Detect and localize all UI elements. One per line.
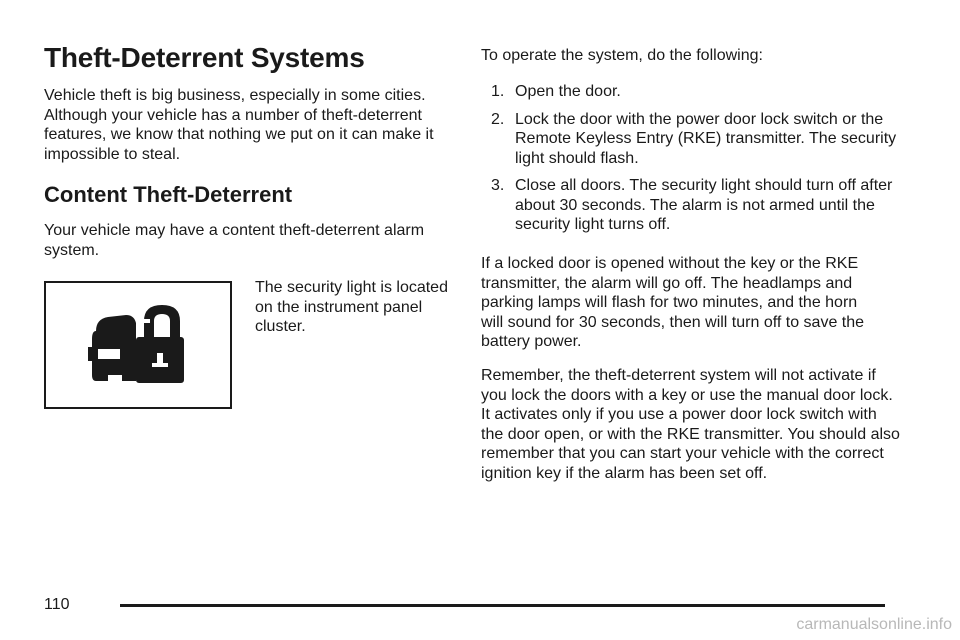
intro-paragraph: Vehicle theft is big business, especially in some cities. Although your vehicle has a number of theft-deterrent features, we know that nothing we put on it can make it impossible to steal.: [44, 87, 434, 163]
vehicle-padlock-security-icon: [86, 301, 190, 387]
step-text: Close all doors. The security light should turn off after about 30 seconds. The alarm is not armed until the security light turns off.: [515, 177, 893, 233]
step-text: Open the door.: [515, 83, 621, 100]
list-item: [481, 176, 901, 235]
watermark: carmanualsonline.info: [796, 616, 952, 633]
remember-paragraph: Remember, the theft-deterrent system will not activate if you lock the doors with a key or use the manual door lock. It activates only if you use a power door lock switch with the door open, or with the RKE transmitter. You should also remember that you can start your vehicle with the correct ignition key if the alarm has been set off.: [481, 367, 900, 482]
step-number: 3.: [491, 177, 505, 194]
operate-intro: To operate the system, do the following:: [481, 47, 763, 64]
security-light-caption: The security light is located on the instrument panel cluster.: [255, 279, 448, 335]
step-text: Lock the door with the power door lock switch or the Remote Keyless Entry (RKE) transmitter. The security light should flash.: [515, 110, 897, 167]
step-number: 2.: [491, 110, 505, 128]
content-paragraph: Your vehicle may have a content theft-deterrent alarm system.: [44, 222, 425, 259]
locked-door-paragraph: If a locked door is opened without the key or the RKE transmitter, the alarm will go off. The headlamps and parking lamps will flash for two minutes, and the horn will sound for 30 seconds, then will turn off to save the battery power.: [481, 255, 865, 350]
list-item: [481, 82, 901, 102]
section-title: Content Theft-Deterrent: [44, 182, 293, 207]
security-light-figure: [44, 281, 232, 409]
footer-rule: [120, 604, 885, 607]
page-title: Theft-Deterrent Systems: [44, 42, 365, 73]
steps-list: [481, 82, 901, 243]
list-item: [481, 110, 901, 169]
step-number: 1.: [491, 83, 505, 100]
page-number: 110: [44, 596, 70, 613]
